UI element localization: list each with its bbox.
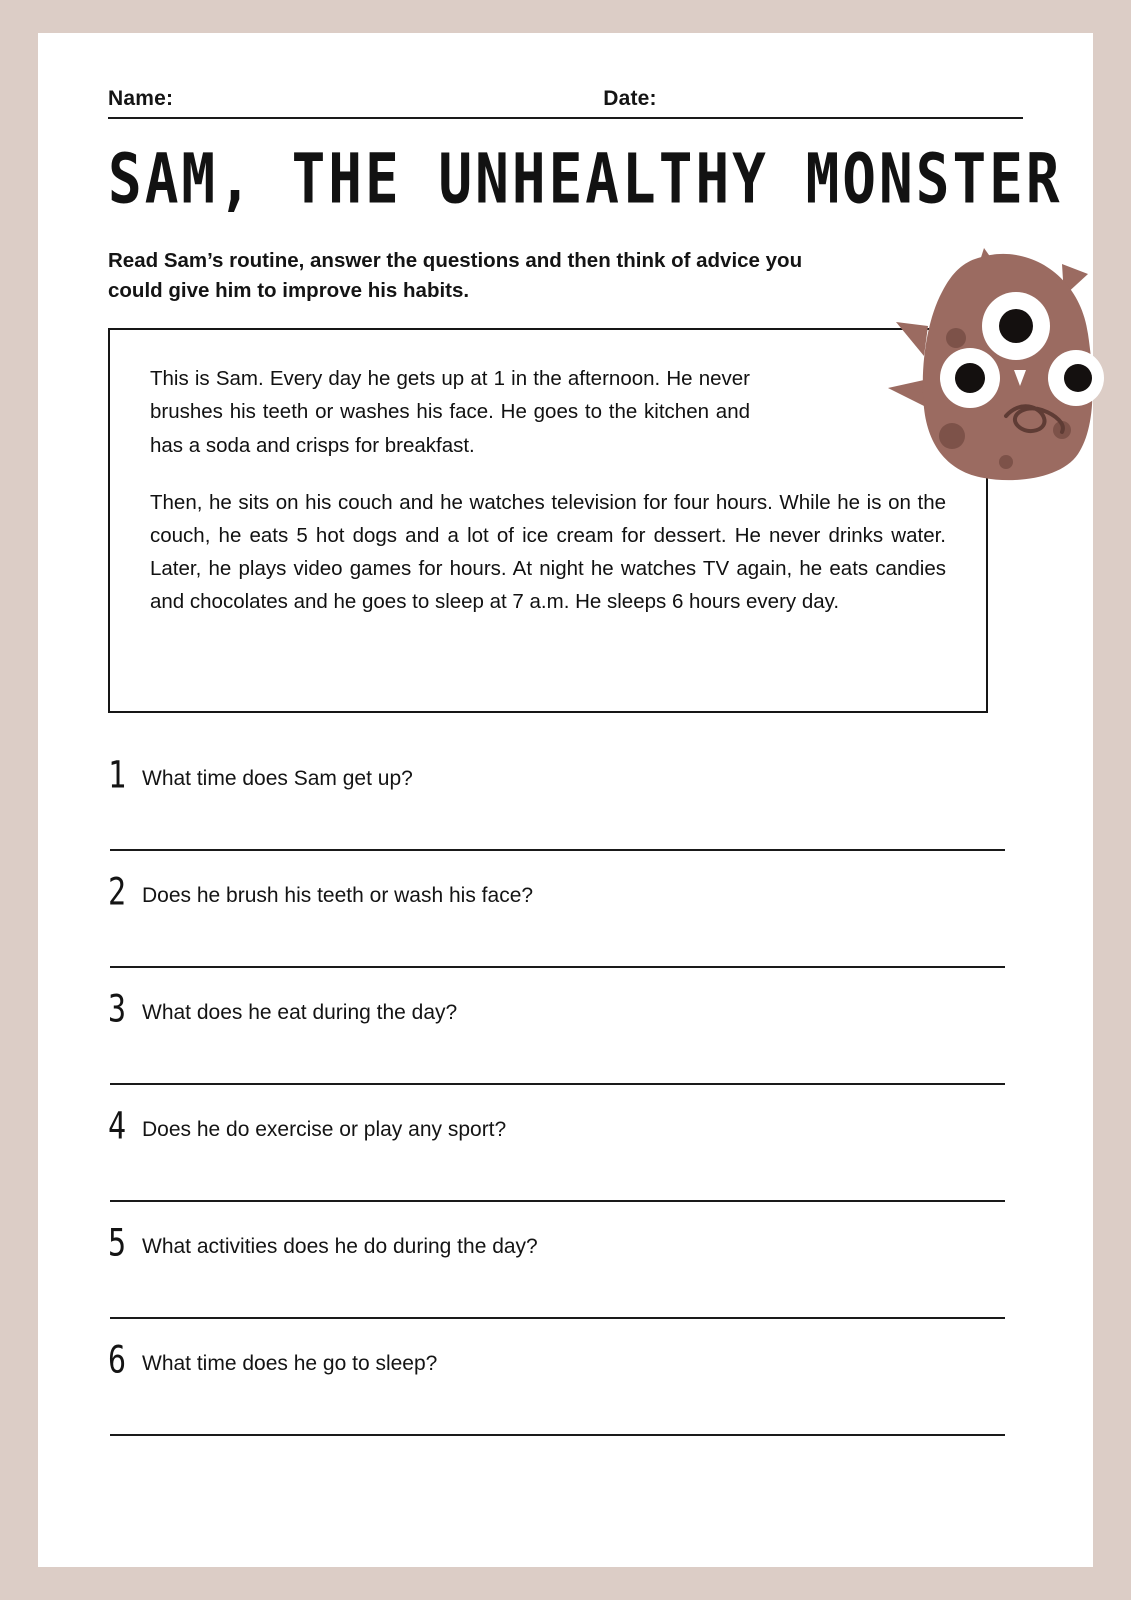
question-text: What does he eat during the day? [142,1001,458,1025]
name-date-row [108,71,1023,119]
question-number: 3 [108,987,127,1032]
question-text: What time does Sam get up? [142,767,413,791]
answer-line-5[interactable] [110,1261,1005,1319]
question-number: 1 [108,753,127,798]
question-number: 4 [108,1104,127,1149]
passage-paragraph-1: This is Sam. Every day he gets up at 1 in the afternoon. He never brushes his teeth or washes his face. He goes to the kitchen and has a soda and crisps for breakfast. [150,367,750,457]
question-number: 2 [108,870,127,915]
question-number: 6 [108,1338,127,1383]
worksheet-page [38,33,1093,1567]
question-number: 5 [108,1221,127,1266]
answer-line-4[interactable] [110,1144,1005,1202]
instructions-text: Read Sam’s routine, answer the questions and then think of advice you could give him to improve his habits. [108,248,803,302]
question-text: What activities does he do during the day? [142,1235,538,1259]
page-title: SAM, THE UNHEALTHY MONSTER [108,140,1063,220]
monster-icon [866,230,1116,500]
question-item-6 [108,1338,1023,1436]
question-text: What time does he go to sleep? [142,1352,438,1376]
question-item-4 [108,1104,1023,1202]
question-item-5 [108,1221,1023,1319]
answer-line-1[interactable] [110,793,1005,851]
question-item-2 [108,870,1023,968]
question-text: Does he do exercise or play any sport? [142,1118,507,1142]
date-label: Date: [603,87,657,110]
reading-passage-box [108,328,988,713]
worksheet-content [108,71,1063,1460]
question-text: Does he brush his teeth or wash his face? [142,884,534,908]
answer-line-2[interactable] [110,910,1005,968]
questions-list [108,753,1023,1436]
name-label: Name: [108,87,174,110]
answer-line-6[interactable] [110,1378,1005,1436]
passage-paragraph-2: Then, he sits on his couch and he watches television for four hours. While he is on the couch, he eats 5 hot dogs and a lot of ice cream for dessert. He never drinks water. Later, he plays video games for hours. At night he watches TV again, he eats candies and chocolates and he goes to sleep at 7 a.m. He sleeps 6 hours every day. [150,490,946,614]
question-item-1 [108,753,1023,851]
question-item-3 [108,987,1023,1085]
answer-line-3[interactable] [110,1027,1005,1085]
